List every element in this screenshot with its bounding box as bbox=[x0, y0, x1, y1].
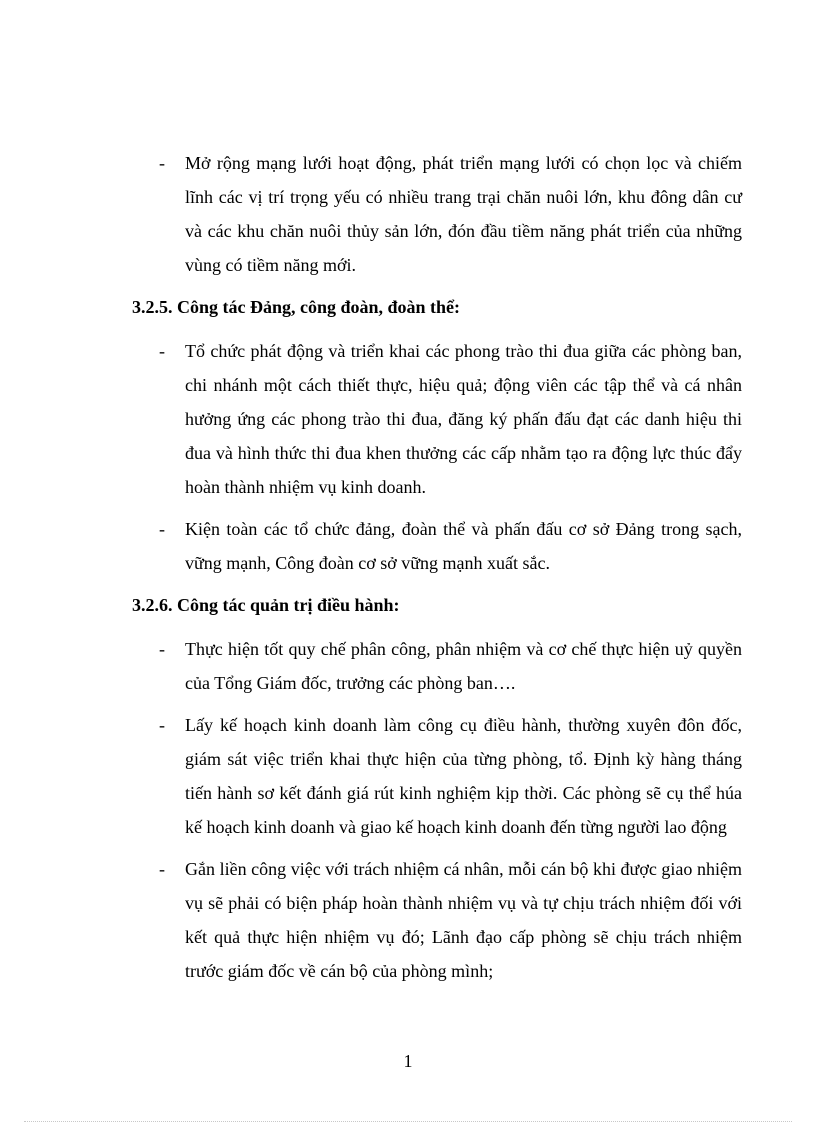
bullet-marker: - bbox=[159, 519, 165, 539]
bullet-item bbox=[132, 334, 742, 504]
section-heading-3-2-5: 3.2.5. Công tác Đảng, công đoàn, đoàn thể: bbox=[132, 297, 461, 317]
page-content bbox=[132, 146, 742, 996]
bullet-text: Kiện toàn các tổ chức đảng, đoàn thể và phấn đấu cơ sở Đảng trong sạch, vững mạnh, Công đoàn cơ sở vững mạnh xuất sắc. bbox=[185, 519, 742, 573]
bullet-marker: - bbox=[159, 639, 165, 659]
bullet-item bbox=[132, 852, 742, 988]
bullet-item bbox=[132, 146, 742, 282]
bullet-marker: - bbox=[159, 341, 165, 361]
section-heading-3-2-6: 3.2.6. Công tác quản trị điều hành: bbox=[132, 595, 400, 615]
page-bottom-divider bbox=[24, 1121, 792, 1122]
bullet-text: Mở rộng mạng lưới hoạt động, phát triển mạng lưới có chọn lọc và chiếm lĩnh các vị trí trọng yếu có nhiều trang trại chăn nuôi lớn, khu đông dân cư và các khu chăn nuôi thủy sản lớn, đón đầu tiềm năng phát triển của những vùng có tiềm năng mới. bbox=[185, 153, 742, 275]
bullet-text: Gắn liền công việc với trách nhiệm cá nhân, mỗi cán bộ khi được giao nhiệm vụ sẽ phải có biện pháp hoàn thành nhiệm vụ và tự chịu trách nhiệm đối với kết quả thực hiện nhiệm vụ đó; Lãnh đạo cấp phòng sẽ chịu trách nhiệm trước giám đốc về cán bộ của phòng mình; bbox=[185, 859, 742, 981]
bullet-text: Thực hiện tốt quy chế phân công, phân nhiệm và cơ chế thực hiện uỷ quyền của Tổng Giám đốc, trưởng các phòng ban…. bbox=[185, 639, 742, 693]
bullet-marker: - bbox=[159, 153, 165, 173]
bullet-text: Tổ chức phát động và triển khai các phong trào thi đua giữa các phòng ban, chi nhánh một cách thiết thực, hiệu quả; động viên các tập thể và cá nhân hưởng ứng các phong trào thi đua, đăng ký phấn đấu đạt các danh hiệu thi đua và hình thức thi đua khen thưởng các cấp nhằm tạo ra động lực thúc đẩy hoàn thành nhiệm vụ kinh doanh. bbox=[185, 341, 742, 497]
bullet-item bbox=[132, 632, 742, 700]
bullet-marker: - bbox=[159, 859, 165, 879]
bullet-item bbox=[132, 512, 742, 580]
bullet-marker: - bbox=[159, 715, 165, 735]
page-number: 1 bbox=[403, 1051, 413, 1071]
bullet-item bbox=[132, 708, 742, 844]
bullet-text: Lấy kế hoạch kinh doanh làm công cụ điều hành, thường xuyên đôn đốc, giám sát việc triển khai thực hiện của từng phòng, tổ. Định kỳ hàng tháng tiến hành sơ kết đánh giá rút kinh nghiệm kịp thời. Các phòng sẽ cụ thể húa kế hoạch kinh doanh và giao kế hoạch kinh doanh đến từng người lao động bbox=[185, 715, 742, 837]
